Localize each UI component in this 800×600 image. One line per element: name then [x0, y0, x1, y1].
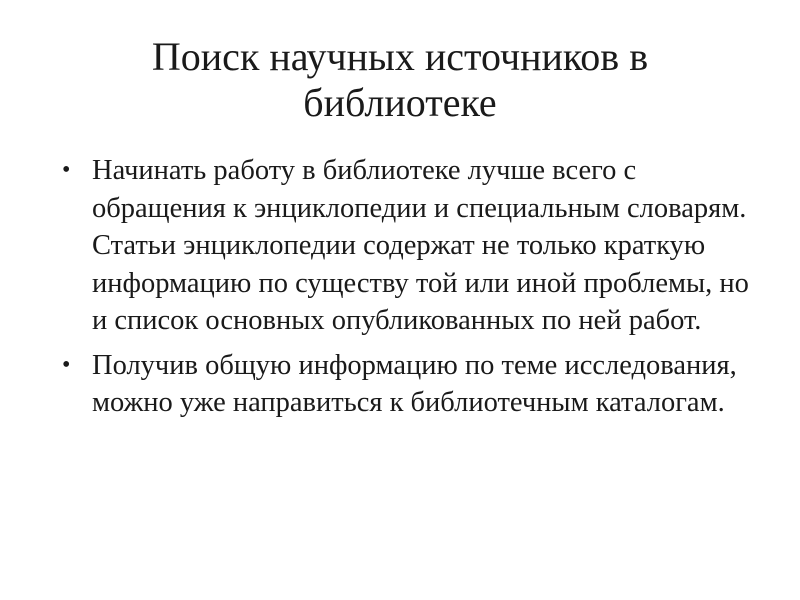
bullet-icon: • — [62, 351, 71, 378]
bullet-item — [60, 347, 750, 422]
bullet-text: Получив общую информацию по теме исследования, можно уже направиться к библиотечным каталогам. — [92, 349, 737, 418]
bullet-list — [60, 152, 750, 429]
bullet-text: Начинать работу в библиотеке лучше всего с обращения к энциклопедии и специальным словарям. Статьи энциклопедии содержат не только краткую информацию по существу той или иной проблемы, но и список основных опубликованных по ней работ. — [92, 155, 749, 336]
bullet-icon: • — [62, 157, 71, 183]
slide-title: Поиск научных источников в библиотеке — [151, 34, 649, 125]
bullet-item — [60, 152, 750, 340]
